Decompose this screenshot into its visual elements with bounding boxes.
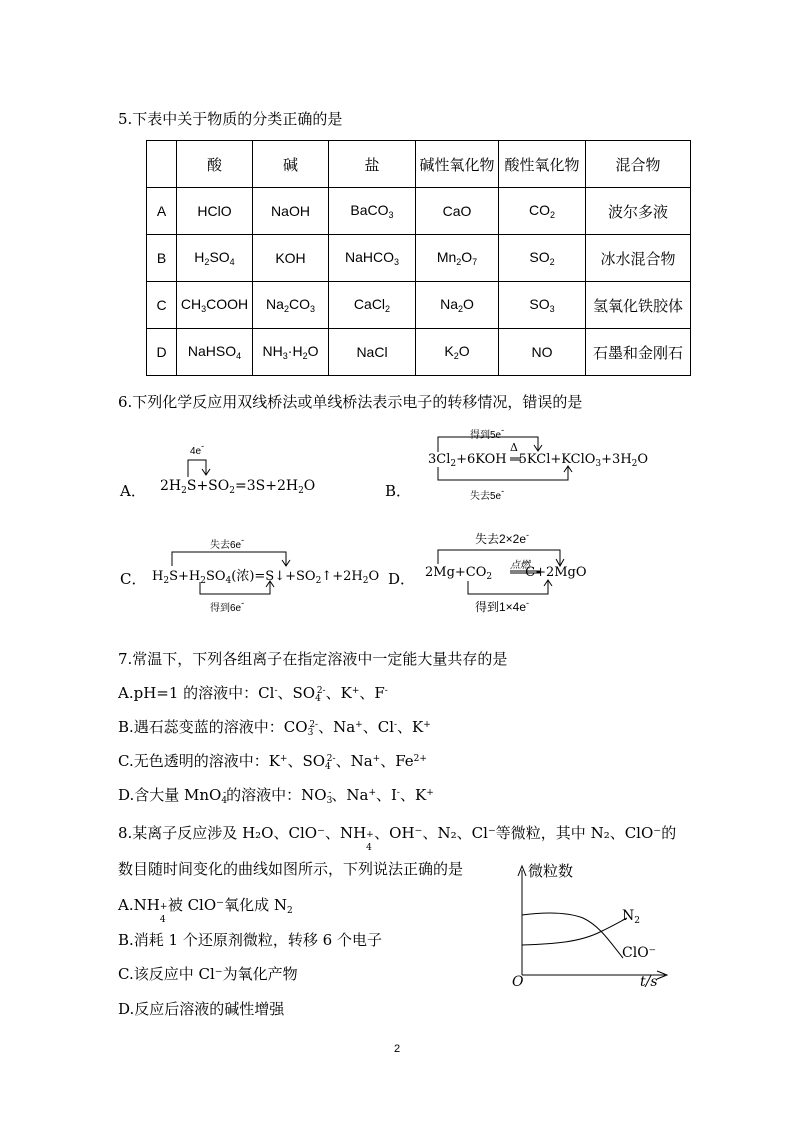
q7-option-b: B.遇石蕊变蓝的溶液中：$CO_3^{2-}$、Na+、Cl-、K+ — [118, 718, 431, 738]
table-row — [147, 235, 691, 282]
q6-option-c-label: C． — [120, 570, 147, 588]
equation-c: $H_2S+H_2SO_4$(浓)$=S↓+SO_2↑+2H_2O$ — [152, 569, 380, 586]
q6-option-a-label: A． — [120, 482, 146, 500]
table-row — [147, 329, 691, 376]
q8-stem-line2: 数目随时间变化的曲线如图所示，下列说法正确的是 — [118, 860, 464, 878]
n2-label: $N_2$ — [622, 908, 640, 926]
table-row — [147, 188, 691, 235]
gain-label-b: 得到5e- — [470, 425, 505, 441]
table-cell: KOH — [253, 235, 329, 282]
table-cell: $Na_2O$ — [416, 282, 499, 329]
table-cell: NaCl — [329, 329, 416, 376]
equation-d: $2Mg+CO_2$ C+2MgO — [425, 565, 587, 582]
header-cell: 酸 — [177, 141, 253, 188]
equation-a: $2H_2S+SO_2=3S+2H_2O$ — [160, 478, 316, 496]
graph-x-label: t/s — [640, 974, 658, 990]
header-cell: 碱 — [253, 141, 329, 188]
graph-y-label: 微粒数 — [528, 862, 574, 880]
table-cell: $Mn_2O_7$ — [416, 235, 499, 282]
table-row — [147, 282, 691, 329]
header-cell: 碱性氧化物 — [416, 141, 499, 188]
table-cell: B — [147, 235, 177, 282]
q7-option-a: A.pH=1 的溶液中：Cl-、$SO_4^{2-}$、K+、F- — [118, 684, 388, 704]
table-header-row — [147, 141, 691, 188]
table-cell: $Na_2CO_3$ — [253, 282, 329, 329]
q7-option-c: C.无色透明的溶液中：K+、$SO_4^{2-}$、Na+、$Fe^{2+}$ — [118, 752, 427, 772]
header-cell: 混合物 — [586, 141, 691, 188]
q7-stem: 7.常温下，下列各组离子在指定溶液中一定能大量共存的是 — [118, 650, 508, 668]
ignite-condition: 点燃 — [510, 560, 530, 571]
table-cell: 石墨和金刚石 — [586, 329, 691, 376]
q8-option-d: D.反应后溶液的碱性增强 — [118, 1000, 285, 1018]
q7-option-d: D.含大量 MnO$_4$-的溶液中：$NO_3^-$、Na+、I-、K+ — [118, 786, 434, 806]
q8-option-a: A.NH + 4 被 ClO⁻氧化成 $N_2$ — [118, 896, 293, 925]
table-cell: A — [147, 188, 177, 235]
table-cell: CaO — [416, 188, 499, 235]
table-cell: 波尔多液 — [586, 188, 691, 235]
q8-option-b: B.消耗 1 个还原剂微粒，转移 6 个电子 — [118, 931, 382, 949]
table-cell: 冰水混合物 — [586, 235, 691, 282]
table-cell: NaOH — [253, 188, 329, 235]
n2-curve — [522, 918, 627, 945]
header-cell: 盐 — [329, 141, 416, 188]
header-cell — [147, 141, 177, 188]
table-cell: $SO_2$ — [499, 235, 586, 282]
loss-label-c: 失去6e- — [210, 535, 245, 551]
table-cell: BaCO$_3$ — [329, 188, 416, 235]
page-number: 2 — [394, 1043, 401, 1055]
table-cell: $NH_3\cdot H_2O$ — [253, 329, 329, 376]
q6-option-b-label: B． — [385, 482, 412, 500]
clo-curve — [522, 913, 623, 958]
q6-option-d-label: D． — [388, 570, 416, 588]
table-cell: $CH_3COOH$ — [177, 282, 253, 329]
loss-label-b: 失去5e- — [470, 486, 505, 502]
q5-stem: 5.下表中关于物质的分类正确的是 — [118, 110, 343, 128]
table-cell: NaHCO$_3$ — [329, 235, 416, 282]
q8-stem-line1: 8.某离子反应涉及 H₂O、ClO⁻、NH + 4 、OH⁻、N₂、Cl⁻等微粒，其中 N₂、ClO⁻的 — [118, 824, 677, 853]
electron-label-a: 4e- — [190, 441, 205, 457]
gain-label-c: 得到6e- — [210, 598, 245, 614]
clo-label: ClO⁻ — [622, 945, 657, 961]
q6-stem: 6.下列化学反应用双线桥法或单线桥法表示电子的转移情况，错误的是 — [118, 393, 583, 411]
classification-table — [146, 140, 691, 376]
table-cell: NO — [499, 329, 586, 376]
equation-b: $3Cl_2+6KOH$ $5KCl+KClO_3+3H_2O$ — [428, 452, 649, 469]
table-cell: NaHSO$_4$ — [177, 329, 253, 376]
table-cell: $H_2SO_4$ — [177, 235, 253, 282]
graph-origin: O — [512, 974, 524, 990]
table-cell: $CO_2$ — [499, 188, 586, 235]
heat-condition: Δ — [510, 441, 518, 454]
table-cell: 氢氧化铁胶体 — [586, 282, 691, 329]
q8-option-c: C.该反应中 Cl⁻为氧化产物 — [118, 965, 298, 983]
table-cell: D — [147, 329, 177, 376]
header-cell: 酸性氧化物 — [499, 141, 586, 188]
loss-label-d: 失去2×2e- — [475, 530, 530, 546]
gain-label-d: 得到1×4e- — [475, 598, 530, 614]
table-cell: $SO_3$ — [499, 282, 586, 329]
table-cell: HClO — [177, 188, 253, 235]
table-cell: $K_2O$ — [416, 329, 499, 376]
table-cell: CaCl$_2$ — [329, 282, 416, 329]
table-cell: C — [147, 282, 177, 329]
